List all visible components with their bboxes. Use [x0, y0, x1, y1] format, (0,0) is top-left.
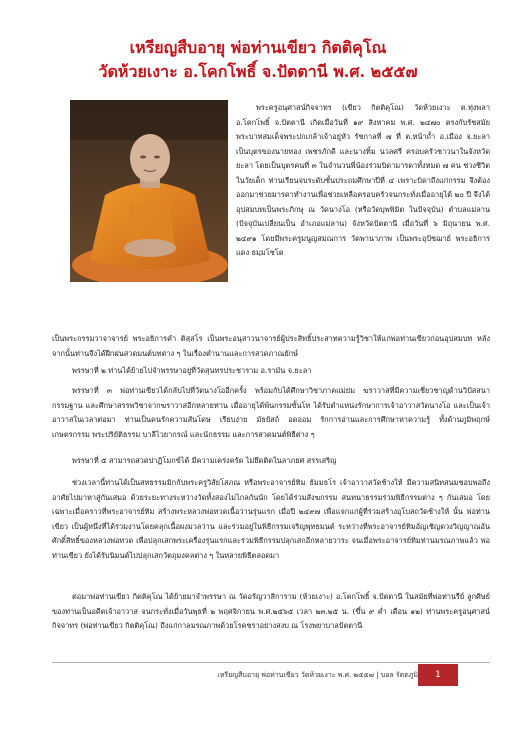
- biography-paragraph-continuation: เป็นพระกรรมวาจาจารย์ พระอธิการคำ ติสฺสโร เป็นพระอนุสาวนาจารย์ผู้ประสิทธิ์ประสาทความรู้วิชาให้แก่พ่อท่านเขียวก่อนอุปสมบท หลังจากนั้นท่านจึงได้ฝึกฝนสวดมนต์บทต่าง ๆ ในเรื่องตำนานและการสวดภาณยักษ์: [52, 334, 490, 358]
- biography-paragraph-5: ช่วงเวลานี้ท่านได้เป็นสหธรรมมิกกับพระครูวิสัยโสภณ หรือพระอาจารย์ทิม ธัมมธโร เจ้าอาวาสวัดช้างให้ มีความสนิทสนมชอบพอถึงอาศัยไปมาหาสู่กันเสมอ ด้วยระยะทางระหว่างวัดทั้งสองไม่ไกลกันนัก โดยได้ร่วมสังฆกรรม สนทนาธรรมร่วมพิธีกรรมต่าง ๆ กันเสมอ โดยเฉพาะเมื่อคราวที่พระอาจารย์ทิม สร้างพระหลวงพ่อทวดเนื้อว่านรุ่นแรก เมื่อปี ๒๔๙๗ เพื่อแจกแก่ผู้ที่ร่วมสร้างอุโบสถวัดช้างให้ นั้น พ่อท่านเขียว เป็นผู้หนึ่งที่ได้ร่วมงานโดยคลุกเนื้อผงมวลว่าน และร่วมอยู่ในพิธีกรรมเจริญพุทธมนต์ ระหว่างที่พระอาจารย์ทิมอัญเชิญดวงวิญญาณอันศักดิ์สิทธิ์ของหลวงพ่อทวด เพื่อปลุกเสกพระเครื่องรุ่นแรกและร่วมพิธีกรรมปลุกเสกอีกหลายวาระ จนเมื่อพระอาจารย์ทิมท่านมรณภาพแล้ว พ่อท่านเขียว ยังได้รับนิมนต์ไปปลุกเสกวัตถุมงคลต่าง ๆ ในหลายพิธีตลอดมา: [52, 478, 490, 560]
- biography-paragraph-wrap: พระครูอนุศาสน์กิจจาทร (เขียว กิตติคุโณ) วัดห้วยเงาะ ต.ทุ่งพลา อ.โคกโพธิ์ จ.ปัตตานี เกิดเมื่อวันที่ ๑๙ สิงหาคม พ.ศ. ๒๔๗๐ ตรงกับรัชสมัยพระบาทสมเด็จพระปกเกล้าเจ้าอยู่หัว รัชกาลที่ ๗ ที่ ต.หน้าถ้ำ อ.เมือง จ.ยะลา เป็นบุตรของนายทอง เพชรภักดี และนางทิ้ม นวลศรี ครอบครัวชาวนาในจังหวัดยะลา โดยเป็นบุตรคนที่ ๓ ในจำนวนพี่น้องร่วมบิดามารดาทั้งหมด ๗ คน ช่วงชีวิตในวัยเด็ก ท่านเรียนจบระดับชั้นประถมศึกษาปีที่ ๔ เพราะบิดาถึงแก่กรรม จึงต้องออกมาช่วยมารดาทำงานเพื่อช่วยเหลือครอบครัวจนกระทั่งเมื่ออายุได้ ๒๐ ปี จึงได้อุปสมบทเป็นพระภิกษุ ณ วัดนางโอ (หรือวัดบุพพิมิต ในปัจจุบัน) ตำบลแม่ลาน (ปัจจุบันเปลี่ยนเป็น อำเภอแม่ลาน) จังหวัดปัตตานี เมื่อวันที่ ๖ มิถุนายน พ.ศ. ๒๔๙๑ โดยมีพระครูมนูญสมณการ วัดพานาภาพ เป็นพระอุปัชฌาย์ พระอธิการแดง ธมฺมโชโต: [236, 103, 490, 257]
- document-title-line1: เหรียญสืบอายุ พ่อท่านเขียว กิตติคุโณ: [129, 38, 387, 57]
- document-title-line2: วัดห้วยเงาะ อ.โคกโพธิ์ จ.ปัตตานี พ.ศ. ๒๕๕๗: [98, 62, 418, 81]
- page-number-badge: 1: [418, 664, 458, 686]
- biography-paragraph-3: พรรษาที่ ๓ พ่อท่านเขียวได้กลับไปที่วัดนางโออีกครั้ง พร้อมกับได้ศึกษาวิชาภาคแม่ย่ม ฆราวาสที่มีความเชี่ยวชาญด้านวิปัสสนากรรมฐาน และศึกษาสรรพวิชาจากฆราวาสอีกหลายท่าน เมื่ออายุได้พ้นกรรมซั้นโท ได้รับตำแหน่งรักษาการเจ้าอาวาสวัดนางโอ และเป็นเจ้าอาวาสในเวลาต่อมา ท่านเป็นคนรักความสันโดษ เรียบง่าย มัธยัสถ์ อดออม รักการอ่านและการศึกษาหาความรู้ ทั้งด้านภูมิพฤกษ์ เกษตรกรรม พระปริยัติธรรม บาลีไวยากรณ์ และนักธรรม และการสวดมนต์พิธีต่าง ๆ: [52, 386, 490, 439]
- monk-portrait-photo: [70, 100, 228, 282]
- biography-paragraph-4: พรรษาที่ ๕ สามารถสวดปาฏิโมกข์ได้ มีความเคร่งครัด ไม่ยึดติดในลาภยศ สรรเสริญ: [72, 456, 337, 465]
- biography-paragraph-6: ต่อมาพ่อท่านเขียว กิตติคุโณ ได้ย้ายมาจำพรรษา ณ วัดอรัญวาสิการาม (ห้วยเงาะ) อ.โคกโพธิ์ จ.ปัตตานี ในสมัยที่พ่อท่านรีย์ ลูกศิษย์ของท่านเป็นอดีตเจ้าอาวาส จนกระทั่งเมื่อวันพุธที่ ๒ พฤศจิกายน พ.ศ.๒๕๖๕ เวลา ๒๓.๒๕ น. (ขึ้น ๙ ค่ำ เดือน ๑๒) ท่านพระครูอนุศาสน์กิจจาทร (พ่อท่านเขียว กิตติคุโณ) ถึงแก่กาลมรณภาพด้วยโรคชราอย่างสงบ ณ โรงพยาบาลปัตตานี: [52, 592, 490, 630]
- footer-text: เหรียญสืบอายุ พ่อท่านเขียว วัดห้วยเงาะ พ.ศ. ๒๕๕๗ | บอล รัตตภูมิ: [217, 671, 418, 679]
- footer-divider: [52, 662, 490, 663]
- biography-paragraph-2: พรรษาที่ ๒ ท่านได้ย้ายไปจำพรรษาอยู่ที่วัดสุนทรประชาราม อ.รามัน จ.ยะลา: [72, 366, 312, 375]
